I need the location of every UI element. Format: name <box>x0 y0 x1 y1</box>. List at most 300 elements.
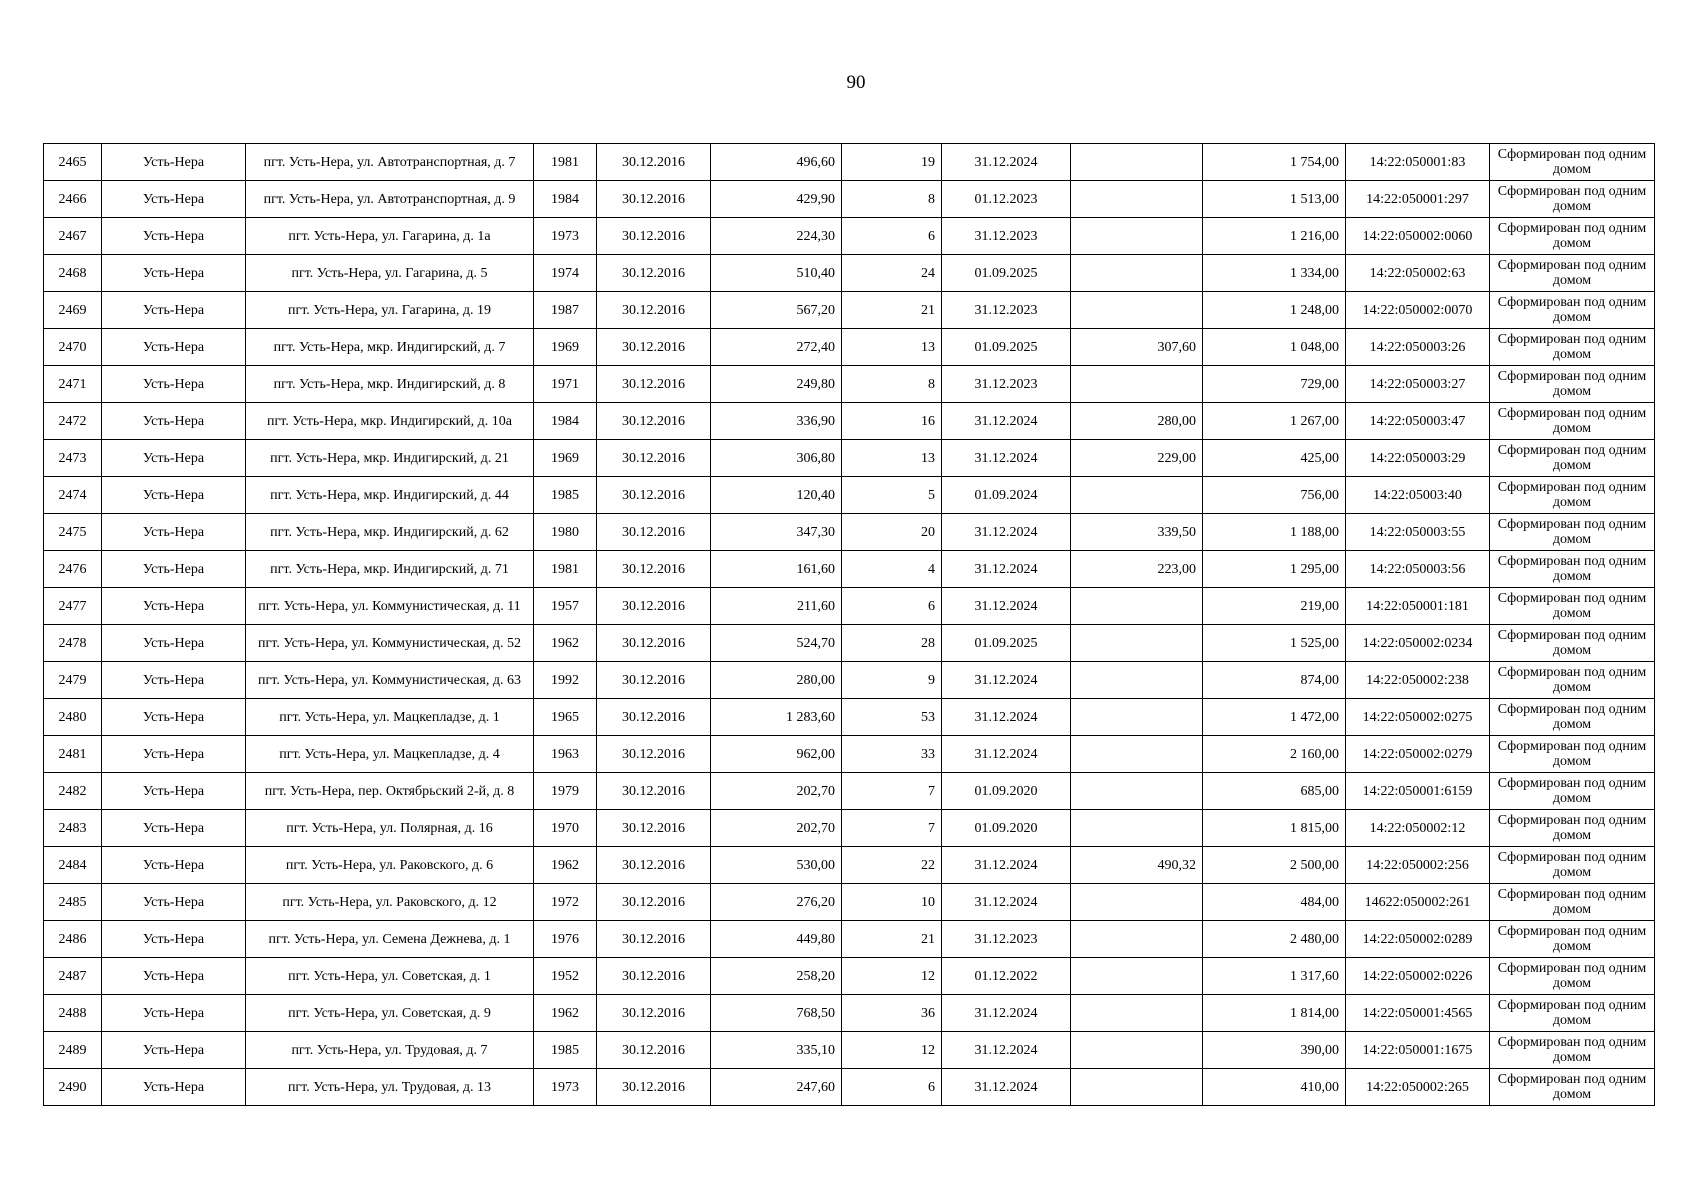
cell-cost: 390,00 <box>1203 1032 1346 1069</box>
cell-extra-value <box>1071 995 1203 1032</box>
cell-settlement: Усть-Нера <box>102 477 246 514</box>
table-row <box>44 625 1655 662</box>
cell-deadline: 01.09.2020 <box>942 773 1071 810</box>
cell-address: пгт. Усть-Нера, ул. Коммунистическая, д. 11 <box>246 588 534 625</box>
table-row <box>44 736 1655 773</box>
cell-year: 1965 <box>534 699 597 736</box>
cell-settlement: Усть-Нера <box>102 181 246 218</box>
table-row <box>44 551 1655 588</box>
cell-cost: 484,00 <box>1203 884 1346 921</box>
cell-date: 30.12.2016 <box>597 366 711 403</box>
cell-address: пгт. Усть-Нера, мкр. Индигирский, д. 10а <box>246 403 534 440</box>
cell-extra-value <box>1071 255 1203 292</box>
cell-residents: 5 <box>842 477 942 514</box>
cell-number: 2487 <box>44 958 102 995</box>
cell-extra-value <box>1071 366 1203 403</box>
cell-number: 2466 <box>44 181 102 218</box>
cell-extra-value <box>1071 810 1203 847</box>
table-row <box>44 329 1655 366</box>
cell-address: пгт. Усть-Нера, ул. Автотранспортная, д. 7 <box>246 144 534 181</box>
cell-settlement: Усть-Нера <box>102 884 246 921</box>
cell-number: 2472 <box>44 403 102 440</box>
cell-settlement: Усть-Нера <box>102 144 246 181</box>
cell-cadastral-number: 14:22:050002:0279 <box>1346 736 1490 773</box>
cell-number: 2474 <box>44 477 102 514</box>
cell-settlement: Усть-Нера <box>102 1069 246 1106</box>
cell-cadastral-number: 14:22:050003:47 <box>1346 403 1490 440</box>
cell-number: 2467 <box>44 218 102 255</box>
cell-status: Сформирован под одним домом <box>1490 810 1655 847</box>
cell-address: пгт. Усть-Нера, мкр. Индигирский, д. 44 <box>246 477 534 514</box>
cell-status: Сформирован под одним домом <box>1490 662 1655 699</box>
cell-area: 161,60 <box>711 551 842 588</box>
table-row <box>44 995 1655 1032</box>
cell-cadastral-number: 14:22:050002:0226 <box>1346 958 1490 995</box>
cell-area: 224,30 <box>711 218 842 255</box>
cell-deadline: 31.12.2024 <box>942 514 1071 551</box>
table-row <box>44 773 1655 810</box>
cell-cost: 729,00 <box>1203 366 1346 403</box>
table-row <box>44 255 1655 292</box>
cell-number: 2478 <box>44 625 102 662</box>
cell-address: пгт. Усть-Нера, ул. Полярная, д. 16 <box>246 810 534 847</box>
cell-status: Сформирован под одним домом <box>1490 403 1655 440</box>
cell-date: 30.12.2016 <box>597 144 711 181</box>
cell-residents: 12 <box>842 1032 942 1069</box>
cell-address: пгт. Усть-Нера, ул. Гагарина, д. 1а <box>246 218 534 255</box>
cell-cadastral-number: 14:22:05003:40 <box>1346 477 1490 514</box>
cell-deadline: 31.12.2024 <box>942 662 1071 699</box>
cell-date: 30.12.2016 <box>597 736 711 773</box>
cell-deadline: 01.09.2024 <box>942 477 1071 514</box>
cell-area: 449,80 <box>711 921 842 958</box>
cell-year: 1979 <box>534 773 597 810</box>
cell-status: Сформирован под одним домом <box>1490 699 1655 736</box>
cell-residents: 13 <box>842 329 942 366</box>
cell-cost: 874,00 <box>1203 662 1346 699</box>
table-row <box>44 921 1655 958</box>
cell-deadline: 31.12.2024 <box>942 144 1071 181</box>
cell-residents: 16 <box>842 403 942 440</box>
cell-address: пгт. Усть-Нера, ул. Гагарина, д. 19 <box>246 292 534 329</box>
cell-status: Сформирован под одним домом <box>1490 773 1655 810</box>
cell-cost: 1 513,00 <box>1203 181 1346 218</box>
cell-residents: 4 <box>842 551 942 588</box>
cell-settlement: Усть-Нера <box>102 847 246 884</box>
cell-residents: 10 <box>842 884 942 921</box>
cell-area: 768,50 <box>711 995 842 1032</box>
cell-residents: 6 <box>842 1069 942 1106</box>
cell-residents: 36 <box>842 995 942 1032</box>
cell-year: 1987 <box>534 292 597 329</box>
cell-extra-value: 307,60 <box>1071 329 1203 366</box>
cell-cadastral-number: 14622:050002:261 <box>1346 884 1490 921</box>
cell-extra-value <box>1071 1069 1203 1106</box>
cell-status: Сформирован под одним домом <box>1490 1032 1655 1069</box>
cell-settlement: Усть-Нера <box>102 625 246 662</box>
cell-status: Сформирован под одним домом <box>1490 255 1655 292</box>
cell-date: 30.12.2016 <box>597 699 711 736</box>
cell-deadline: 31.12.2024 <box>942 847 1071 884</box>
cell-cadastral-number: 14:22:050002:238 <box>1346 662 1490 699</box>
cell-area: 272,40 <box>711 329 842 366</box>
cell-cost: 410,00 <box>1203 1069 1346 1106</box>
cell-number: 2471 <box>44 366 102 403</box>
cell-address: пгт. Усть-Нера, ул. Автотранспортная, д. 9 <box>246 181 534 218</box>
cell-extra-value: 223,00 <box>1071 551 1203 588</box>
cell-address: пгт. Усть-Нера, мкр. Индигирский, д. 21 <box>246 440 534 477</box>
cell-date: 30.12.2016 <box>597 477 711 514</box>
cell-extra-value <box>1071 292 1203 329</box>
cell-date: 30.12.2016 <box>597 773 711 810</box>
table-row <box>44 662 1655 699</box>
cell-settlement: Усть-Нера <box>102 995 246 1032</box>
cell-settlement: Усть-Нера <box>102 588 246 625</box>
cell-cadastral-number: 14:22:050002:0234 <box>1346 625 1490 662</box>
cell-status: Сформирован под одним домом <box>1490 292 1655 329</box>
cell-address: пгт. Усть-Нера, мкр. Индигирский, д. 62 <box>246 514 534 551</box>
cell-residents: 21 <box>842 921 942 958</box>
cell-area: 1 283,60 <box>711 699 842 736</box>
cell-address: пгт. Усть-Нера, ул. Мацкепладзе, д. 1 <box>246 699 534 736</box>
cell-settlement: Усть-Нера <box>102 699 246 736</box>
cell-cadastral-number: 14:22:050001:6159 <box>1346 773 1490 810</box>
cell-deadline: 31.12.2024 <box>942 1032 1071 1069</box>
cell-date: 30.12.2016 <box>597 292 711 329</box>
cell-status: Сформирован под одним домом <box>1490 884 1655 921</box>
cell-area: 211,60 <box>711 588 842 625</box>
cell-date: 30.12.2016 <box>597 662 711 699</box>
table-row <box>44 477 1655 514</box>
cell-settlement: Усть-Нера <box>102 1032 246 1069</box>
cell-area: 258,20 <box>711 958 842 995</box>
table-row <box>44 292 1655 329</box>
cell-residents: 6 <box>842 588 942 625</box>
table-row <box>44 1032 1655 1069</box>
cell-number: 2475 <box>44 514 102 551</box>
cell-area: 249,80 <box>711 366 842 403</box>
cell-date: 30.12.2016 <box>597 1032 711 1069</box>
cell-year: 1980 <box>534 514 597 551</box>
cell-area: 336,90 <box>711 403 842 440</box>
cell-deadline: 01.12.2022 <box>942 958 1071 995</box>
table-row <box>44 218 1655 255</box>
cell-status: Сформирован под одним домом <box>1490 551 1655 588</box>
table-row <box>44 810 1655 847</box>
cell-number: 2476 <box>44 551 102 588</box>
cell-extra-value <box>1071 477 1203 514</box>
cell-address: пгт. Усть-Нера, ул. Трудовая, д. 13 <box>246 1069 534 1106</box>
cell-number: 2486 <box>44 921 102 958</box>
table-row <box>44 144 1655 181</box>
table-row <box>44 588 1655 625</box>
cell-address: пгт. Усть-Нера, ул. Коммунистическая, д. 63 <box>246 662 534 699</box>
cell-residents: 24 <box>842 255 942 292</box>
cell-deadline: 31.12.2024 <box>942 588 1071 625</box>
cell-extra-value <box>1071 625 1203 662</box>
cell-year: 1976 <box>534 921 597 958</box>
cell-year: 1973 <box>534 218 597 255</box>
cell-residents: 8 <box>842 366 942 403</box>
table-row <box>44 514 1655 551</box>
cell-extra-value: 490,32 <box>1071 847 1203 884</box>
cell-residents: 22 <box>842 847 942 884</box>
cell-area: 429,90 <box>711 181 842 218</box>
cell-extra-value <box>1071 773 1203 810</box>
cell-year: 1962 <box>534 995 597 1032</box>
cell-year: 1984 <box>534 403 597 440</box>
cell-address: пгт. Усть-Нера, ул. Раковского, д. 6 <box>246 847 534 884</box>
cell-number: 2469 <box>44 292 102 329</box>
cell-residents: 20 <box>842 514 942 551</box>
cell-residents: 19 <box>842 144 942 181</box>
cell-cadastral-number: 14:22:050003:29 <box>1346 440 1490 477</box>
cell-date: 30.12.2016 <box>597 551 711 588</box>
cell-cadastral-number: 14:22:050001:1675 <box>1346 1032 1490 1069</box>
cell-cost: 2 500,00 <box>1203 847 1346 884</box>
cell-cost: 1 048,00 <box>1203 329 1346 366</box>
cell-year: 1971 <box>534 366 597 403</box>
cell-area: 567,20 <box>711 292 842 329</box>
cell-date: 30.12.2016 <box>597 958 711 995</box>
cell-date: 30.12.2016 <box>597 995 711 1032</box>
cell-status: Сформирован под одним домом <box>1490 625 1655 662</box>
cell-residents: 33 <box>842 736 942 773</box>
cell-date: 30.12.2016 <box>597 921 711 958</box>
cell-area: 306,80 <box>711 440 842 477</box>
cell-number: 2483 <box>44 810 102 847</box>
cell-extra-value: 339,50 <box>1071 514 1203 551</box>
cell-settlement: Усть-Нера <box>102 366 246 403</box>
cell-deadline: 31.12.2023 <box>942 292 1071 329</box>
cell-address: пгт. Усть-Нера, ул. Трудовая, д. 7 <box>246 1032 534 1069</box>
cell-number: 2473 <box>44 440 102 477</box>
cell-residents: 53 <box>842 699 942 736</box>
cell-date: 30.12.2016 <box>597 218 711 255</box>
table-row <box>44 181 1655 218</box>
cell-cost: 1 188,00 <box>1203 514 1346 551</box>
cell-date: 30.12.2016 <box>597 514 711 551</box>
cell-cadastral-number: 14:22:050003:26 <box>1346 329 1490 366</box>
cell-settlement: Усть-Нера <box>102 810 246 847</box>
cell-status: Сформирован под одним домом <box>1490 218 1655 255</box>
cell-settlement: Усть-Нера <box>102 329 246 366</box>
cell-date: 30.12.2016 <box>597 255 711 292</box>
cell-number: 2490 <box>44 1069 102 1106</box>
cell-cost: 1 754,00 <box>1203 144 1346 181</box>
cell-deadline: 01.09.2025 <box>942 255 1071 292</box>
cell-cost: 756,00 <box>1203 477 1346 514</box>
cell-residents: 7 <box>842 810 942 847</box>
cell-address: пгт. Усть-Нера, ул. Коммунистическая, д. 52 <box>246 625 534 662</box>
cell-area: 962,00 <box>711 736 842 773</box>
cell-deadline: 31.12.2023 <box>942 366 1071 403</box>
cell-year: 1962 <box>534 625 597 662</box>
cell-address: пгт. Усть-Нера, ул. Советская, д. 1 <box>246 958 534 995</box>
cell-date: 30.12.2016 <box>597 810 711 847</box>
cell-date: 30.12.2016 <box>597 588 711 625</box>
cell-status: Сформирован под одним домом <box>1490 477 1655 514</box>
cell-year: 1952 <box>534 958 597 995</box>
cell-deadline: 01.12.2023 <box>942 181 1071 218</box>
cell-residents: 28 <box>842 625 942 662</box>
cell-date: 30.12.2016 <box>597 625 711 662</box>
cell-cost: 1 334,00 <box>1203 255 1346 292</box>
table-row <box>44 440 1655 477</box>
cell-address: пгт. Усть-Нера, ул. Гагарина, д. 5 <box>246 255 534 292</box>
cell-number: 2477 <box>44 588 102 625</box>
cell-area: 120,40 <box>711 477 842 514</box>
cell-settlement: Усть-Нера <box>102 514 246 551</box>
cell-deadline: 31.12.2024 <box>942 440 1071 477</box>
cell-deadline: 01.09.2025 <box>942 329 1071 366</box>
cell-status: Сформирован под одним домом <box>1490 144 1655 181</box>
table-row <box>44 958 1655 995</box>
cell-date: 30.12.2016 <box>597 329 711 366</box>
cell-residents: 7 <box>842 773 942 810</box>
cell-extra-value <box>1071 662 1203 699</box>
cell-cost: 1 815,00 <box>1203 810 1346 847</box>
cell-year: 1963 <box>534 736 597 773</box>
cell-cadastral-number: 14:22:050002:63 <box>1346 255 1490 292</box>
cell-deadline: 31.12.2024 <box>942 736 1071 773</box>
cell-cadastral-number: 14:22:050002:0289 <box>1346 921 1490 958</box>
cell-status: Сформирован под одним домом <box>1490 329 1655 366</box>
cell-date: 30.12.2016 <box>597 884 711 921</box>
cell-status: Сформирован под одним домом <box>1490 366 1655 403</box>
cell-year: 1974 <box>534 255 597 292</box>
cell-deadline: 31.12.2024 <box>942 884 1071 921</box>
cell-cadastral-number: 14:22:050001:83 <box>1346 144 1490 181</box>
cell-cost: 425,00 <box>1203 440 1346 477</box>
cell-cadastral-number: 14:22:050003:27 <box>1346 366 1490 403</box>
cell-deadline: 31.12.2024 <box>942 699 1071 736</box>
cell-settlement: Усть-Нера <box>102 958 246 995</box>
cell-number: 2485 <box>44 884 102 921</box>
cell-settlement: Усть-Нера <box>102 292 246 329</box>
cell-status: Сформирован под одним домом <box>1490 921 1655 958</box>
cell-address: пгт. Усть-Нера, ул. Семена Дежнева, д. 1 <box>246 921 534 958</box>
cell-cost: 1 216,00 <box>1203 218 1346 255</box>
cell-area: 347,30 <box>711 514 842 551</box>
cell-number: 2484 <box>44 847 102 884</box>
cell-extra-value <box>1071 921 1203 958</box>
cell-extra-value: 229,00 <box>1071 440 1203 477</box>
cell-number: 2480 <box>44 699 102 736</box>
page-number: 90 <box>846 72 866 93</box>
cell-area: 202,70 <box>711 810 842 847</box>
cell-extra-value <box>1071 144 1203 181</box>
table-row <box>44 847 1655 884</box>
cell-address: пгт. Усть-Нера, ул. Мацкепладзе, д. 4 <box>246 736 534 773</box>
cell-settlement: Усть-Нера <box>102 736 246 773</box>
table-row <box>44 1069 1655 1106</box>
cell-cadastral-number: 14:22:050003:55 <box>1346 514 1490 551</box>
cell-date: 30.12.2016 <box>597 181 711 218</box>
cell-cadastral-number: 14:22:050002:12 <box>1346 810 1490 847</box>
cell-year: 1973 <box>534 1069 597 1106</box>
table-row <box>44 403 1655 440</box>
table-body <box>44 144 1655 1106</box>
cell-extra-value <box>1071 218 1203 255</box>
cell-number: 2489 <box>44 1032 102 1069</box>
cell-status: Сформирован под одним домом <box>1490 181 1655 218</box>
cell-extra-value <box>1071 181 1203 218</box>
cell-residents: 6 <box>842 218 942 255</box>
cell-date: 30.12.2016 <box>597 440 711 477</box>
cell-year: 1970 <box>534 810 597 847</box>
cell-deadline: 01.09.2025 <box>942 625 1071 662</box>
cell-area: 202,70 <box>711 773 842 810</box>
cell-deadline: 31.12.2024 <box>942 1069 1071 1106</box>
cell-extra-value <box>1071 884 1203 921</box>
cell-number: 2470 <box>44 329 102 366</box>
cell-year: 1981 <box>534 144 597 181</box>
housing-register-table <box>43 143 1655 1106</box>
table-row <box>44 699 1655 736</box>
cell-residents: 21 <box>842 292 942 329</box>
cell-extra-value <box>1071 1032 1203 1069</box>
cell-cost: 219,00 <box>1203 588 1346 625</box>
cell-cadastral-number: 14:22:050002:265 <box>1346 1069 1490 1106</box>
cell-year: 1969 <box>534 440 597 477</box>
cell-year: 1972 <box>534 884 597 921</box>
cell-date: 30.12.2016 <box>597 1069 711 1106</box>
cell-year: 1984 <box>534 181 597 218</box>
cell-cost: 1 317,60 <box>1203 958 1346 995</box>
cell-residents: 9 <box>842 662 942 699</box>
cell-extra-value <box>1071 736 1203 773</box>
cell-area: 524,70 <box>711 625 842 662</box>
table-row <box>44 366 1655 403</box>
cell-deadline: 31.12.2023 <box>942 921 1071 958</box>
cell-status: Сформирован под одним домом <box>1490 1069 1655 1106</box>
cell-deadline: 31.12.2024 <box>942 995 1071 1032</box>
cell-year: 1985 <box>534 477 597 514</box>
cell-extra-value <box>1071 958 1203 995</box>
cell-cost: 1 267,00 <box>1203 403 1346 440</box>
cell-number: 2465 <box>44 144 102 181</box>
cell-cadastral-number: 14:22:050002:0060 <box>1346 218 1490 255</box>
cell-date: 30.12.2016 <box>597 403 711 440</box>
cell-settlement: Усть-Нера <box>102 921 246 958</box>
cell-settlement: Усть-Нера <box>102 662 246 699</box>
cell-address: пгт. Усть-Нера, ул. Советская, д. 9 <box>246 995 534 1032</box>
cell-number: 2482 <box>44 773 102 810</box>
cell-status: Сформирован под одним домом <box>1490 736 1655 773</box>
cell-cadastral-number: 14:22:050001:4565 <box>1346 995 1490 1032</box>
cell-address: пгт. Усть-Нера, мкр. Индигирский, д. 71 <box>246 551 534 588</box>
cell-cost: 1 814,00 <box>1203 995 1346 1032</box>
cell-residents: 12 <box>842 958 942 995</box>
cell-cadastral-number: 14:22:050002:0275 <box>1346 699 1490 736</box>
cell-area: 247,60 <box>711 1069 842 1106</box>
cell-area: 496,60 <box>711 144 842 181</box>
cell-extra-value <box>1071 699 1203 736</box>
cell-date: 30.12.2016 <box>597 847 711 884</box>
cell-status: Сформирован под одним домом <box>1490 588 1655 625</box>
cell-status: Сформирован под одним домом <box>1490 995 1655 1032</box>
cell-year: 1981 <box>534 551 597 588</box>
cell-cost: 2 480,00 <box>1203 921 1346 958</box>
cell-status: Сформирован под одним домом <box>1490 514 1655 551</box>
cell-deadline: 31.12.2024 <box>942 551 1071 588</box>
cell-deadline: 31.12.2023 <box>942 218 1071 255</box>
cell-year: 1962 <box>534 847 597 884</box>
cell-status: Сформирован под одним домом <box>1490 440 1655 477</box>
cell-settlement: Усть-Нера <box>102 440 246 477</box>
cell-address: пгт. Усть-Нера, мкр. Индигирский, д. 8 <box>246 366 534 403</box>
